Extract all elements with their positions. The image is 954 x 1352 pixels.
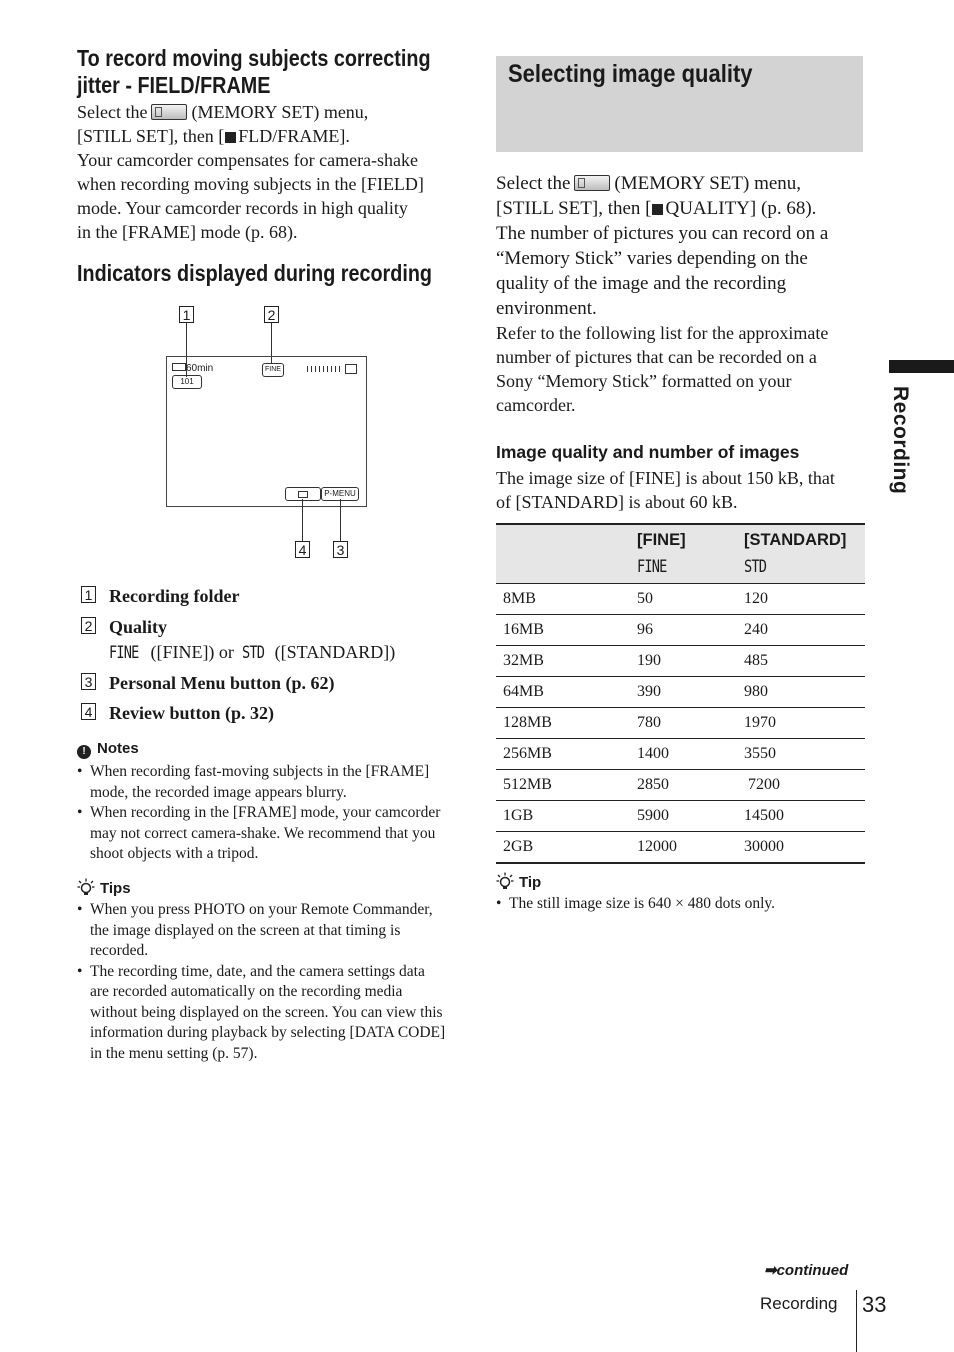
standard-count-cell: 30000 (737, 832, 865, 864)
table-row (496, 708, 865, 739)
remaining-bar-icon (307, 366, 343, 372)
table-row (496, 646, 865, 677)
card-icon (345, 364, 357, 374)
standard-count-cell: 14500 (737, 801, 865, 832)
table-header (496, 523, 865, 584)
capacity-cell: 512MB (496, 770, 630, 801)
callout-4: 4 (295, 541, 310, 558)
tips-section: Tips • When you press PHOTO on your Remote Commander, the image displayed on the screen at that timing is recorded. • The recording time, date, and the camera settings data are recorded automatically on the recording media without being displayed on the screen. You can view this information during playback by selecting [DATA CODE] in the menu setting (p. 57). (77, 878, 447, 1064)
memory-stick-paragraph: Refer to the following list for the approximate number of pictures that can be recorded on a Sony “Memory Stick” formatted on your camcorder. (496, 323, 829, 415)
standard-count-cell: 485 (737, 646, 865, 677)
callout-2: 2 (264, 306, 279, 323)
table-row (496, 832, 865, 864)
capacity-cell: 256MB (496, 739, 630, 770)
table-row (496, 615, 865, 646)
fine-count-cell: 390 (630, 677, 737, 708)
still-square-icon (225, 132, 236, 143)
table-row (496, 677, 865, 708)
callout-3: 3 (333, 541, 348, 558)
fine-icon: FINE (637, 557, 667, 577)
fine-count-cell: 1400 (630, 739, 737, 770)
side-tab-bar (889, 360, 954, 373)
tip-item: • The recording time, date, and the camera settings data are recorded automatically on the recording media without being displayed on the screen. You can view this information during playback by selecting [DATA CODE] in the menu setting (p. 57). (77, 962, 447, 1065)
table-row (496, 739, 865, 770)
fine-count-cell: 780 (630, 708, 737, 739)
fine-count-cell: 50 (630, 584, 737, 615)
battery-remaining: 60min (186, 363, 214, 374)
review-button[interactable] (285, 487, 321, 501)
legend-item-3: 3 Personal Menu button (p. 62) (81, 668, 461, 698)
memory-set-icon (574, 175, 610, 191)
std-icon: STD (242, 643, 265, 663)
capacity-cell: 64MB (496, 677, 630, 708)
indicator-figure (160, 300, 380, 565)
fine-count-cell: 96 (630, 615, 737, 646)
standard-count-cell: 120 (737, 584, 865, 615)
capacity-cell: 16MB (496, 615, 630, 646)
table-row (496, 770, 865, 801)
capacity-cell: 128MB (496, 708, 630, 739)
arrow-right-icon: ➡ (764, 1262, 777, 1279)
standard-count-cell: 7200 (737, 770, 865, 801)
heading-field-frame: To record moving subjects correcting jitter - FIELD/FRAME (77, 45, 431, 98)
header-fine: [FINE] (637, 531, 686, 549)
still-square-icon (652, 204, 663, 215)
fine-count-cell: 12000 (630, 832, 737, 864)
legend-item-1: 1 Recording folder (81, 584, 461, 614)
p-menu-button[interactable]: P-MENU (321, 487, 359, 501)
memory-set-icon (151, 104, 187, 120)
table-row (496, 801, 865, 832)
fine-icon: FINE (109, 643, 139, 663)
tip-item: • The still image size is 640 × 480 dots only. (496, 894, 866, 915)
header-standard: [STANDARD] (744, 531, 847, 549)
quality-table-body (496, 584, 865, 864)
standard-count-cell: 3550 (737, 739, 865, 770)
footer-section: Recording (760, 1294, 838, 1313)
capacity-cell: 2GB (496, 832, 630, 864)
lcd-screen (166, 356, 367, 507)
quality-indicator: FINE (262, 363, 284, 377)
notes-section: ! Notes • When recording fast-moving subjects in the [FRAME] mode, the recorded image appears blurry. • When recording in the [FRAME] mode, your camcorder may not correct camera-shake. We recommend that you shoot objects with a tripod. (77, 740, 449, 865)
standard-count-cell: 980 (737, 677, 865, 708)
lightbulb-icon (77, 878, 95, 900)
legend-item-2: 2 Quality FINE ([FINE]) or STD ([STANDARD]) (81, 614, 461, 668)
fine-count-cell: 190 (630, 646, 737, 677)
table-subheading: Image quality and number of images (496, 442, 800, 462)
side-tab-label: Recording (889, 386, 912, 495)
image-size-paragraph: The image size of [FINE] is about 150 kB, that of [STANDARD] is about 60 kB. (496, 468, 835, 512)
footer-divider (856, 1290, 857, 1352)
standard-count-cell: 1970 (737, 708, 865, 739)
table-row (496, 584, 865, 615)
battery-icon (172, 363, 186, 371)
callout-1: 1 (179, 306, 194, 323)
recording-folder: 101 (172, 375, 202, 389)
legend-item-4: 4 Review button (p. 32) (81, 698, 461, 728)
section-header-box (496, 56, 863, 152)
tip-item: • When you press PHOTO on your Remote Commander, the image displayed on the screen at that timing is recorded. (77, 900, 447, 962)
notes-icon: ! (77, 745, 91, 759)
fine-count-cell: 5900 (630, 801, 737, 832)
note-item: • When recording in the [FRAME] mode, your camcorder may not correct camera-shake. We recommend that you shoot objects with a tripod. (77, 803, 449, 865)
lightbulb-icon (496, 872, 514, 894)
std-icon: STD (744, 557, 767, 577)
legend (81, 584, 461, 728)
heading-indicators: Indicators displayed during recording (77, 260, 433, 286)
field-frame-paragraph: Select the (MEMORY SET) menu, [STILL SET], then [ FLD/FRAME]. Your camcorder compensates for camera-shake when recording moving subjects in the [FIELD] mode. Your camcorder records in high quality in the [FRAME] mode (p. 68). (77, 102, 424, 242)
quality-table (496, 523, 865, 864)
capacity-cell: 32MB (496, 646, 630, 677)
capacity-cell: 8MB (496, 584, 630, 615)
note-item: • When recording fast-moving subjects in the [FRAME] mode, the recorded image appears blurry. (77, 762, 449, 803)
capacity-cell: 1GB (496, 801, 630, 832)
image-quality-paragraph: Select the (MEMORY SET) menu, [STILL SET], then [ QUALITY] (p. 68). The number of pictures you can record on a “Memory Stick” varies depending on the quality of the image and the recording environment. (496, 173, 829, 319)
standard-count-cell: 240 (737, 615, 865, 646)
section-title: Selecting image quality (508, 60, 753, 88)
tip-section: Tip • The still image size is 640 × 480 dots only. (496, 872, 866, 915)
fine-count-cell: 2850 (630, 770, 737, 801)
continued-label: ➡continued (764, 1262, 849, 1279)
page-number: 33 (862, 1292, 887, 1317)
